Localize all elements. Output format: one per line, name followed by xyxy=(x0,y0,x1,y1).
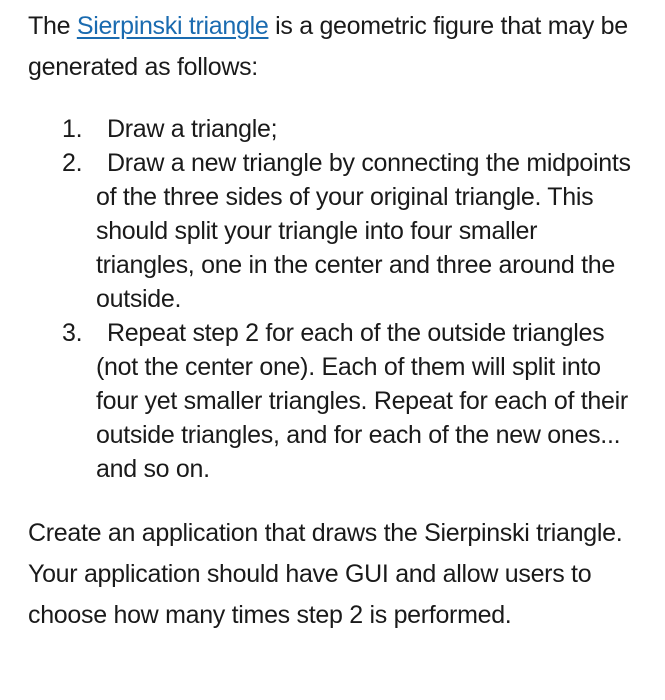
step-text: Draw a new triangle by connecting the midpoints of the three sides of your original triangle. This should split your triangle into four smaller triangles, one in the center and three around the outside. xyxy=(96,149,631,313)
step-text: Draw a triangle; xyxy=(107,115,278,143)
step-item-2 xyxy=(62,146,642,316)
intro-text-start: The xyxy=(28,12,77,40)
step-item-1 xyxy=(62,112,642,146)
step-item-3 xyxy=(62,316,642,486)
steps-list xyxy=(62,112,642,486)
intro-paragraph xyxy=(28,0,653,88)
step-number: 3. xyxy=(62,319,83,347)
intro-text-end: is a geometric figure that may be generated as follows: xyxy=(28,12,628,81)
sierpinski-triangle-link[interactable]: Sierpinski triangle xyxy=(76,12,269,40)
step-number: 1. xyxy=(62,115,83,143)
step-text: Repeat step 2 for each of the outside triangles (not the center one). Each of them will split into four yet smaller triangles. Repeat for each of their outside triangles, and for each of the new ones... and so on. xyxy=(96,319,628,483)
document-body xyxy=(28,0,653,629)
step-number: 2. xyxy=(62,149,83,177)
outro-paragraph: Create an application that draws the Sierpinski triangle. Your application should have GUI and allow users to choose how many times step 2 is performed. xyxy=(28,519,623,629)
